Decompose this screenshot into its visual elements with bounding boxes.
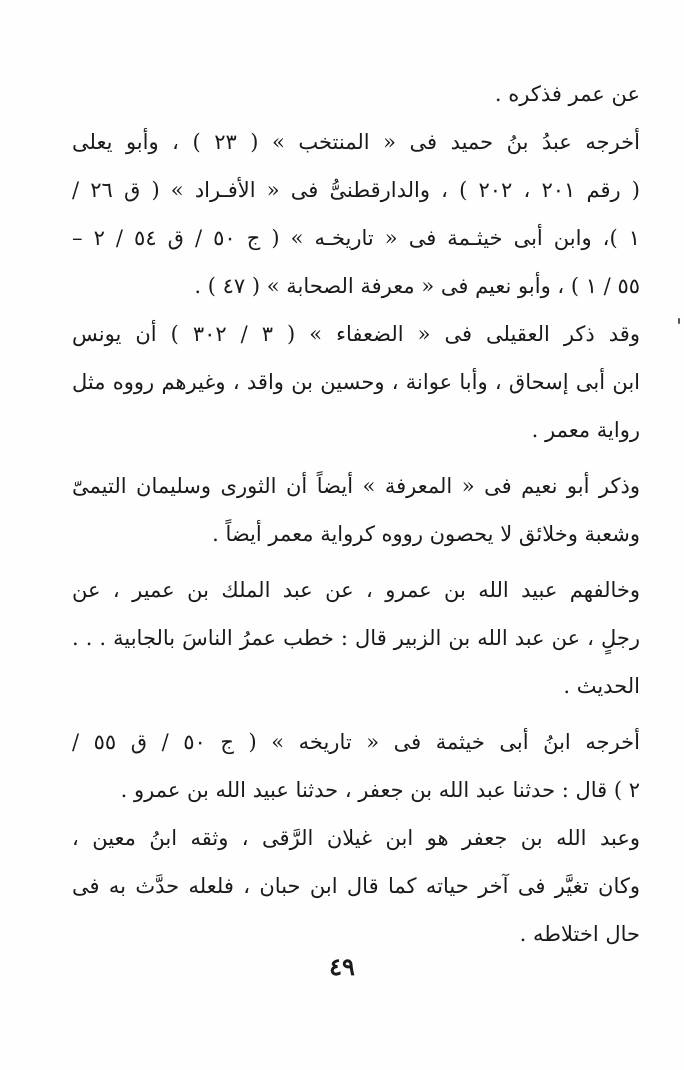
text-line: وكان تغيَّر فى آخر حياته كما قال ابن حبان ، فلعله حدَّث به فى — [72, 874, 640, 898]
paragraph-khalafahum — [72, 566, 640, 710]
text-line: الحديث . — [563, 674, 640, 698]
paragraph-uqayli — [72, 310, 640, 454]
text-line: ١ )، وابن أبى خيثـمة فى « تاريخـه » ( ج ٥٠ / ق ٥٤ / ٢ – — [72, 226, 640, 250]
paragraph-takhrij-1 — [72, 118, 640, 310]
text-line: ابن أبى إسحاق ، وأبا عوانة ، وحسين بن واقد ، وغيرهم رووه مثل — [72, 370, 640, 394]
text-line: وشعبة وخلائق لا يحصون رووه كرواية معمر أيضاً . — [212, 522, 640, 546]
text-line: ٢ ) قال : حدثنا عبد الله بن جعفر ، حدثنا عبيد الله بن عمرو . — [120, 778, 640, 802]
page-number: ٤٩ — [329, 952, 355, 981]
paragraph-takhrij-2 — [72, 718, 640, 958]
text-line: وذكر أبو نعيم فى « المعرفة » أيضاً أن الثورى وسليمان التيمىّ — [72, 474, 640, 498]
text-line: حال اختلاطه . — [519, 922, 640, 946]
paragraph-continuation — [72, 70, 640, 118]
text-line: ٥٥ / ١ ) ، وأبو نعيم فى « معرفة الصحابة » ( ٤٧ ) . — [194, 274, 640, 298]
text-line: أخرجه عبدُ بنُ حميد فى « المنتخب » ( ٢٣ ) ، وأبو يعلى — [72, 130, 640, 154]
paragraph-abu-nuaym — [72, 462, 640, 558]
text-line: رواية معمر . — [531, 418, 640, 442]
text-line: عن عمر فذكره . — [494, 82, 640, 106]
page-body — [72, 70, 640, 958]
margin-mark — [678, 318, 680, 324]
text-line: وقد ذكر العقيلى فى « الضعفاء » ( ٣ / ٣٠٢ ) أن يونس — [72, 322, 640, 346]
text-line: أخرجه ابنُ أبى خيثمة فى « تاريخه » ( ج ٥٠ / ق ٥٥ / — [72, 730, 640, 754]
text-line: ( رقم ٢٠١ ، ٢٠٢ ) ، والدارقطنىُّ فى « الأفـراد » ( ق ٢٦ / — [72, 178, 640, 202]
text-line: وعبد الله بن جعفر هو ابن غيلان الرَّقى ، وثقه ابنُ معين ، — [72, 826, 640, 850]
text-line: وخالفهم عبيد الله بن عمرو ، عن عبد الملك بن عمير ، عن — [72, 578, 640, 602]
text-line: رجلٍ ، عن عبد الله بن الزبير قال : خطب عمرُ الناسَ بالجابية . . . — [72, 626, 640, 650]
